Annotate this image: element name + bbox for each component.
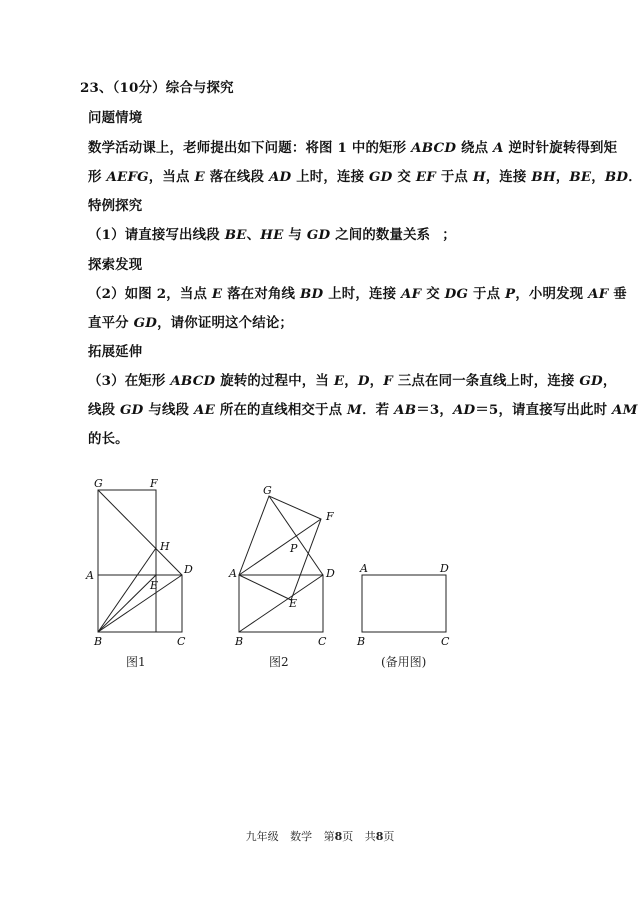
text-run: 落在对角线 [222, 286, 301, 302]
label-E-2: E [289, 597, 298, 610]
math-var: EF [415, 169, 436, 185]
label-G: G [94, 477, 103, 490]
footer-page [324, 830, 354, 843]
footer-subject: 数学 [290, 830, 313, 843]
label-F: F [150, 477, 158, 490]
label-G-2: G [263, 484, 272, 497]
footer-grade: 九年级 [245, 830, 279, 843]
figure-1 [98, 490, 182, 632]
figure-2 [239, 496, 323, 632]
math-var: E [211, 286, 223, 302]
math-var: ABCD [170, 373, 216, 389]
math-var: A [493, 140, 504, 156]
math-var: GD [579, 373, 603, 389]
math-var: AD [452, 402, 476, 418]
text-run: 逆时针旋转得到矩 [503, 140, 618, 156]
text-run: 交 [392, 169, 416, 185]
math-var: DG [444, 286, 469, 302]
page-number: 8 [334, 830, 343, 843]
caption-fig1: 图1 [126, 655, 146, 669]
label-B-3: B [357, 635, 366, 648]
math-var: GD [369, 169, 393, 185]
label-A: A [86, 569, 94, 582]
text-run: ， [555, 169, 570, 185]
math-var: ABCD [411, 140, 457, 156]
text-run: ＝5，请直接写出此时 [475, 402, 613, 418]
text-run: 上时，连接 [323, 286, 402, 302]
text-run: 、 [246, 227, 261, 243]
section-title-problem-context: 问题情境 [88, 110, 143, 126]
question-header: 23、（10分）综合与探究 [80, 80, 234, 96]
caption-fig2: 图2 [269, 655, 289, 669]
label-H: H [160, 540, 170, 553]
math-var: AF [401, 286, 422, 302]
text-run: （3）在矩形 [88, 373, 171, 389]
label-B-2: B [235, 635, 244, 648]
label-C-2: C [318, 635, 327, 648]
text-run: 旋转的过程中，当 [215, 373, 334, 389]
text-run: ＝3， [416, 402, 453, 418]
text-run: 共 [364, 830, 376, 843]
caption-fig3: (备用图) [381, 655, 427, 669]
question-3-line-3: 的长。 [88, 431, 129, 447]
label-B: B [94, 635, 103, 648]
diagonal-BD [239, 575, 323, 632]
label-A-2: A [229, 567, 237, 580]
label-F-2: F [326, 510, 334, 523]
text-run: 所在的直线相交于点 [215, 402, 348, 418]
segment-BD [98, 575, 182, 632]
math-var: BD [604, 169, 629, 185]
math-var: AB [394, 402, 417, 418]
math-var: GD [306, 227, 331, 243]
math-var: BE [569, 169, 592, 185]
math-var: AF [588, 286, 609, 302]
math-var: AD [268, 169, 292, 185]
section-title-exploration: 探索发现 [88, 257, 143, 273]
text-run: 第 [323, 830, 335, 843]
segment-GD [98, 490, 182, 575]
label-D: D [184, 563, 193, 576]
text-run: 于点 [468, 286, 506, 302]
math-var: H [472, 169, 486, 185]
text-run: 于点 [435, 169, 473, 185]
text-run: 线段 [88, 402, 121, 418]
label-E: E [150, 579, 159, 592]
text-run: 页 [383, 830, 395, 843]
math-var: BH [531, 169, 556, 185]
text-run: 直平分 [88, 315, 134, 331]
text-run: ； [442, 227, 456, 243]
math-var: AE [194, 402, 215, 418]
text-run: 上时，连接 [291, 169, 370, 185]
math-var: BD [300, 286, 324, 302]
rect-ABCD-spare [362, 575, 446, 632]
text-run: 三点在同一条直线上时，连接 [392, 373, 580, 389]
math-var: M [347, 402, 363, 418]
math-var: GD [133, 315, 158, 331]
footer-total [365, 830, 395, 843]
text-run: （1）请直接写出线段 [88, 227, 225, 243]
math-var: GD [120, 402, 144, 418]
section-title-special-case: 特例探究 [88, 198, 143, 214]
text-run: 之间的数量关系 [330, 227, 431, 243]
label-A-3: A [360, 562, 368, 575]
label-D-2: D [326, 567, 335, 580]
text-run: （2）如图 2，当点 [88, 286, 212, 302]
text-run: ， [602, 373, 617, 389]
label-P: P [290, 542, 298, 555]
math-var: AM [612, 402, 638, 418]
text-run: 落在线段 [204, 169, 269, 185]
text-run: 绕点 [456, 140, 494, 156]
text-run: 形 [88, 169, 107, 185]
page-footer [0, 828, 640, 844]
math-var: E [333, 373, 345, 389]
text-run: ， [344, 373, 358, 389]
math-var: AEFG [106, 169, 149, 185]
label-C-3: C [441, 635, 450, 648]
section-title-extension: 拓展延伸 [88, 344, 143, 360]
text-run: ，请你证明这个结论； [157, 315, 293, 331]
math-var: D [357, 373, 370, 389]
text-run: ．若 [362, 402, 395, 418]
text-run: ， [369, 373, 384, 389]
total-pages: 8 [375, 830, 384, 843]
text-run: 与线段 [143, 402, 194, 418]
math-var: E [194, 169, 205, 185]
text-run: ， [591, 169, 605, 185]
text-run: 与 [283, 227, 307, 243]
text-run: ，连接 [485, 169, 532, 185]
text-run: 页 [342, 830, 354, 843]
math-var: BE [224, 227, 247, 243]
segment-BH [98, 548, 159, 632]
text-run: ． [628, 169, 642, 185]
text-run: ，当点 [148, 169, 195, 185]
figure-3-labels [356, 562, 450, 669]
segment-BE [98, 575, 159, 632]
text-run: 垂 [608, 286, 627, 302]
math-var: F [383, 373, 393, 389]
text-run: 数学活动课上，老师提出如下问题：将图 1 中的矩形 [88, 140, 412, 156]
figure-3 [362, 575, 446, 632]
figure-2-labels [228, 484, 335, 669]
text-run: ，小明发现 [515, 286, 589, 302]
segment-AF [239, 519, 321, 575]
label-D-3: D [440, 562, 449, 575]
text-run: 交 [421, 286, 445, 302]
label-C: C [177, 635, 186, 648]
math-var: P [505, 286, 516, 302]
math-var: HE [260, 227, 284, 243]
